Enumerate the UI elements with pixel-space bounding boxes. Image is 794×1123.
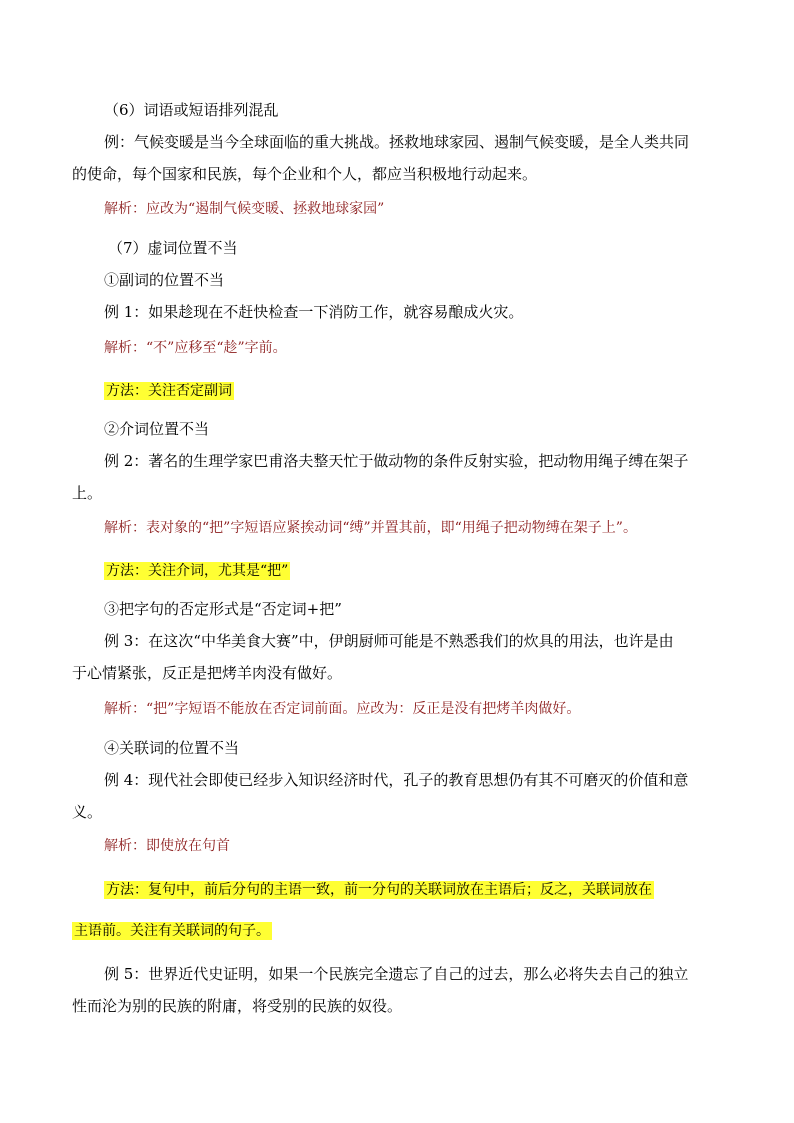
section7-sub3-example-line1: 例 3：在这次“中华美食大赛”中，伊朗厨师可能是不熟悉我们的炊具的用法，也许是由	[104, 632, 674, 650]
section7-sub1-example: 例 1：如果趁现在不赶快检查一下消防工作，就容易酿成火灾。	[104, 303, 524, 321]
section7-sub2-example-line2: 上。	[72, 484, 103, 502]
section6-heading: （6）词语或短语排列混乱	[104, 101, 279, 119]
section7-sub3-analysis: 解析：“把”字短语不能放在否定词前面。应改为：反正是没有把烤羊肉做好。	[104, 701, 581, 717]
section7-example5-line2: 性而沦为别的民族的附庸，将受别的民族的奴役。	[72, 997, 403, 1015]
section7-sub2-title: ②介词位置不当	[104, 420, 210, 438]
section7-sub1-analysis: 解析：“不”应移至“趁”字前。	[104, 340, 287, 356]
section6-example-line1: 例：气候变暖是当今全球面临的重大挑战。拯救地球家园、遏制气候变暖，是全人类共同	[104, 133, 690, 151]
section7-sub4-method-line2-wrap	[72, 920, 272, 941]
section7-sub3-title: ③把字句的否定形式是“否定词+把”	[104, 600, 342, 618]
section7-example5-line1: 例 5：世界近代史证明，如果一个民族完全遗忘了自己的过去，那么必将失去自己的独立	[104, 965, 689, 983]
section7-sub4-example-line2: 义。	[72, 803, 103, 821]
section7-sub1-method-wrap	[104, 380, 234, 401]
section7-sub4-method-line2: 主语前。关注有关联词的句子。	[74, 923, 270, 939]
section7-sub4-title: ④关联词的位置不当	[104, 739, 240, 757]
section7-sub2-method-wrap	[104, 560, 290, 581]
section7-heading: （7）虚词位置不当	[108, 239, 238, 257]
section7-sub3-example-line2: 于心情紧张，反正是把烤羊肉没有做好。	[72, 664, 343, 682]
section7-sub1-method: 方法：关注否定副词	[106, 383, 232, 399]
section7-sub2-example-line1: 例 2：著名的生理学家巴甫洛夫整天忙于做动物的条件反射实验，把动物用绳子缚在架子	[104, 452, 689, 470]
section7-sub1-title: ①副词的位置不当	[104, 271, 225, 289]
section7-sub4-example-line1: 例 4：现代社会即使已经步入知识经济时代，孔子的教育思想仍有其不可磨灭的价值和意	[104, 771, 689, 789]
section6-analysis: 解析：应改为“遏制气候变暖、拯救地球家园”	[104, 201, 385, 217]
section7-sub2-analysis: 解析：表对象的“把”字短语应紧挨动词“缚”并置其前，即“用绳子把动物缚在架子上”。	[104, 520, 637, 536]
section7-sub4-analysis: 解析：即使放在句首	[104, 838, 230, 854]
section7-sub4-method-line1-wrap	[104, 879, 654, 900]
section7-sub2-method: 方法：关注介词，尤其是“把”	[106, 563, 289, 579]
section6-example-line2: 的使命，每个国家和民族，每个企业和个人，都应当积极地行动起来。	[72, 165, 538, 183]
section7-sub4-method-line1: 方法：复句中，前后分句的主语一致，前一分句的关联词放在主语后；反之，关联词放在	[106, 882, 652, 898]
